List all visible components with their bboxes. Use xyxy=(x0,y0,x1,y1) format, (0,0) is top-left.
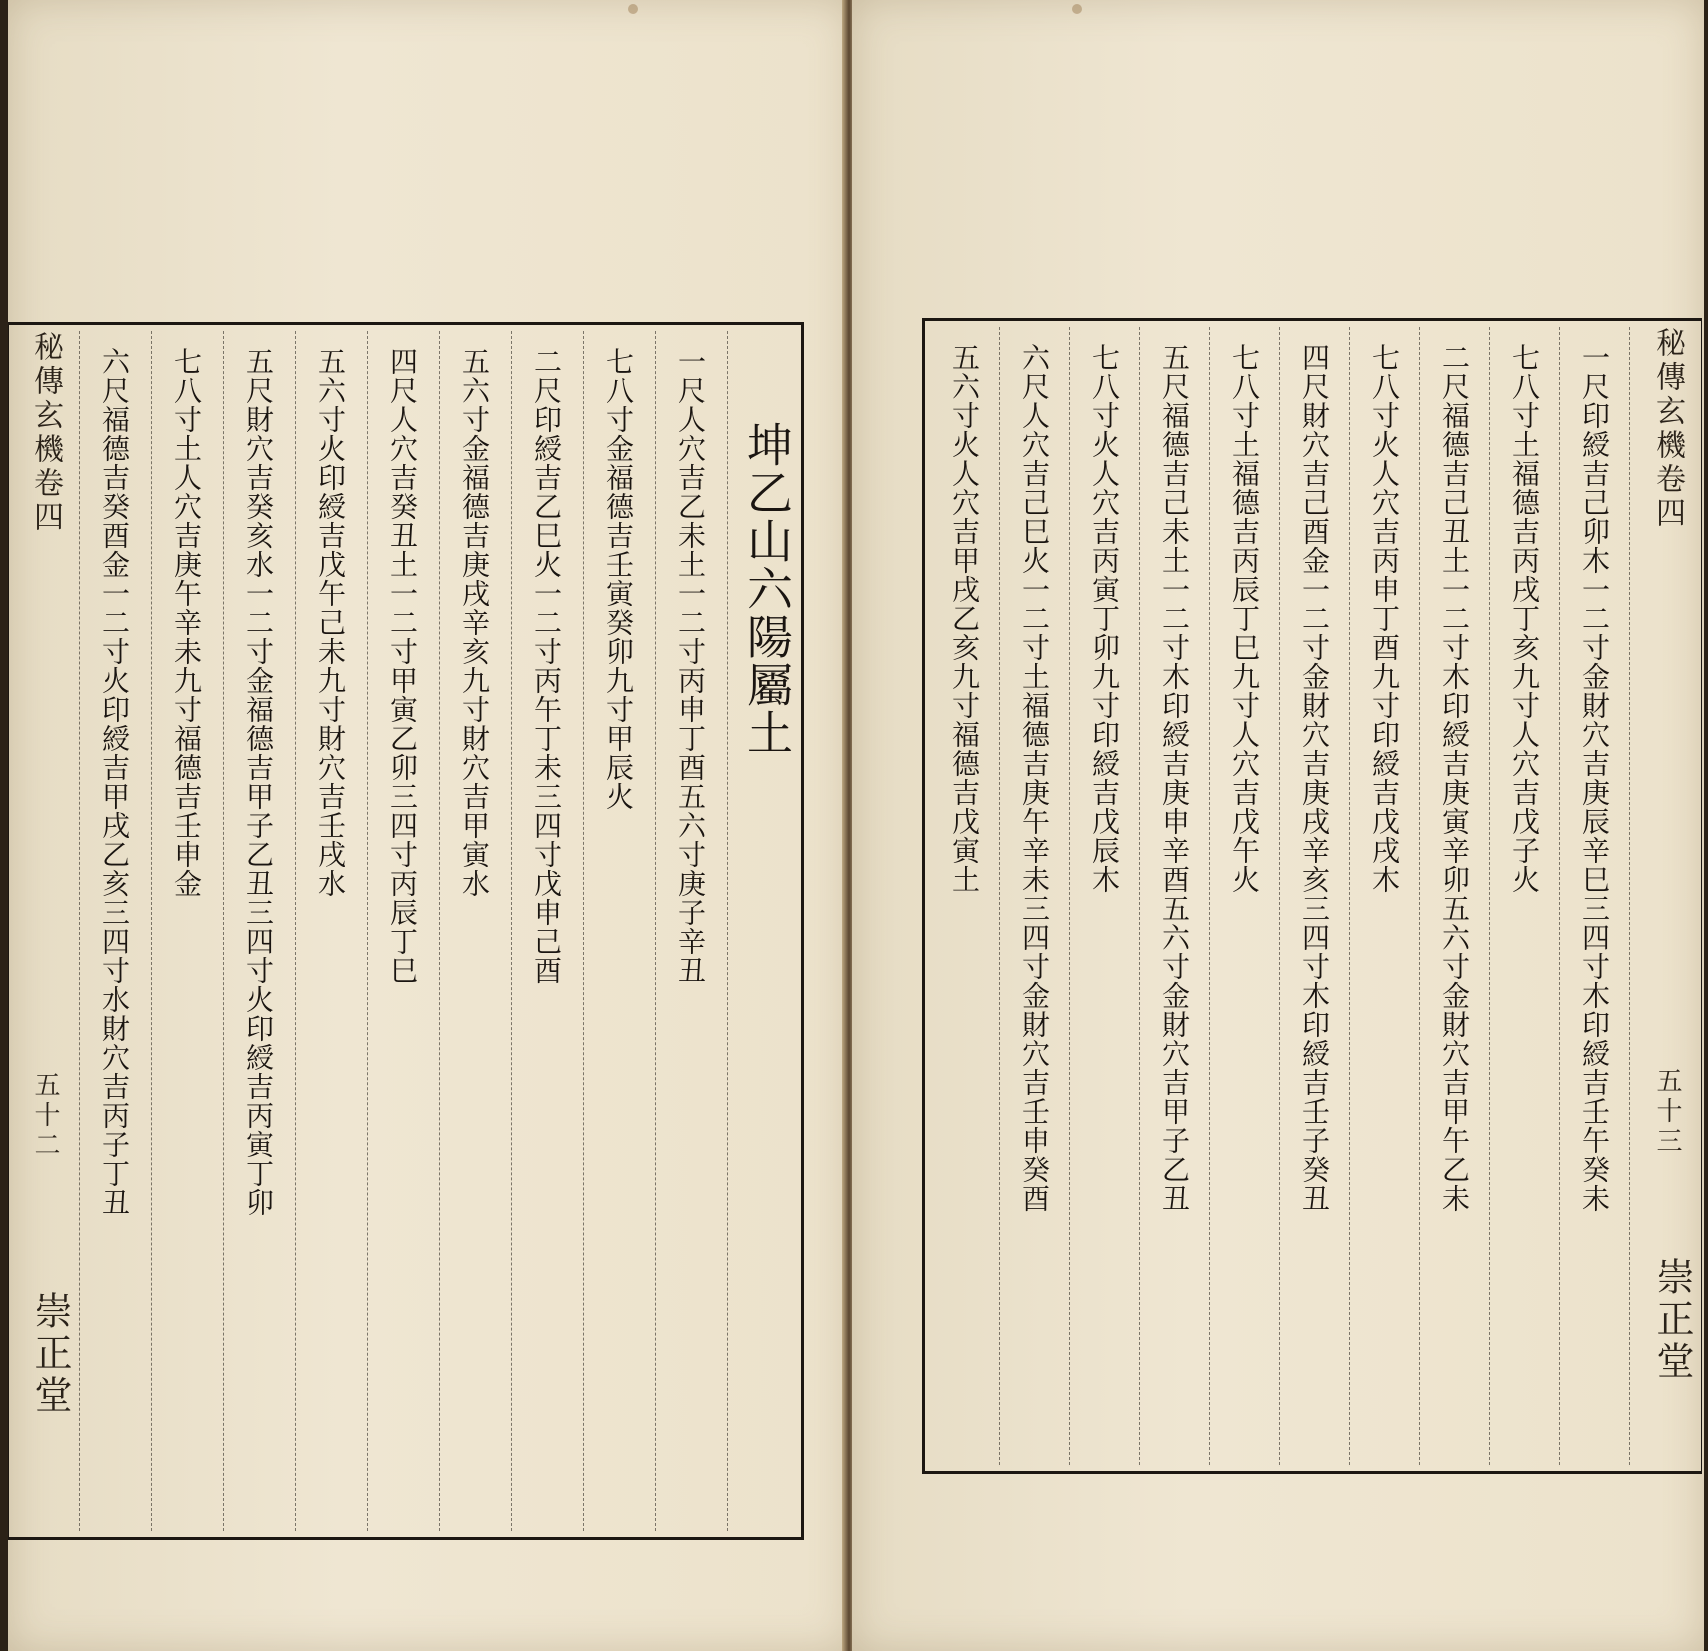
column-text: 七八寸火人穴吉丙申丁酉九寸印綬吉戊戌木 xyxy=(1368,343,1401,894)
paper-stain xyxy=(628,4,638,14)
column-text: 二尺福德吉己丑土一二寸木印綬吉庚寅辛卯五六寸金財穴吉甲午乙未 xyxy=(1438,343,1471,1213)
folio-number: 五十三 xyxy=(1652,1067,1682,1157)
text-column xyxy=(1559,327,1630,1465)
column-text: 一尺印綬吉己卯木一二寸金財穴吉庚辰辛巳三四寸木印綬吉壬午癸未 xyxy=(1578,343,1611,1213)
text-column xyxy=(583,331,656,1531)
column-text: 一尺人穴吉乙未土一二寸丙申丁酉五六寸庚子辛丑 xyxy=(674,347,707,985)
right-text-frame xyxy=(922,318,1702,1474)
margin-title: 秘傳玄機卷四 xyxy=(28,331,63,535)
column-text: 四尺財穴吉己酉金一二寸金財穴吉庚戌辛亥三四寸木印綬吉壬子癸丑 xyxy=(1298,343,1331,1213)
column-text: 七八寸土人穴吉庚午辛未九寸福德吉壬申金 xyxy=(170,347,203,898)
column-text: 四尺人穴吉癸丑土一二寸甲寅乙卯三四寸丙辰丁巳 xyxy=(386,347,419,985)
text-column xyxy=(999,327,1070,1465)
text-column xyxy=(1419,327,1490,1465)
text-column xyxy=(1349,327,1420,1465)
text-column xyxy=(151,331,224,1531)
text-column xyxy=(1489,327,1560,1465)
column-text: 五六寸火印綬吉戊午己未九寸財穴吉壬戌水 xyxy=(314,347,347,898)
text-column xyxy=(929,327,1000,1465)
margin-strip xyxy=(9,331,80,1531)
folio-number: 五十二 xyxy=(30,1071,60,1161)
column-text: 六尺人穴吉己巳火一二寸土福德吉庚午辛未三四寸金財穴吉壬申癸酉 xyxy=(1018,343,1051,1213)
column-text: 七八寸火人穴吉丙寅丁卯九寸印綬吉戊辰木 xyxy=(1088,343,1121,894)
text-column xyxy=(655,331,728,1531)
column-text: 二尺印綬吉乙巳火一二寸丙午丁未三四寸戊申己酉 xyxy=(530,347,563,985)
column-text: 七八寸土福德吉丙辰丁巳九寸人穴吉戊午火 xyxy=(1228,343,1261,894)
text-column xyxy=(223,331,296,1531)
section-heading: 坤乙山六陽屬土 xyxy=(740,421,794,757)
column-text: 五六寸火人穴吉甲戌乙亥九寸福德吉戊寅土 xyxy=(948,343,981,894)
text-column xyxy=(1069,327,1140,1465)
text-column xyxy=(1139,327,1210,1465)
publisher-hall: 崇正堂 xyxy=(28,1291,72,1417)
left-text-frame xyxy=(8,322,804,1540)
right-page xyxy=(852,0,1704,1651)
publisher-hall: 崇正堂 xyxy=(1650,1257,1694,1383)
column-text: 七八寸金福德吉壬寅癸卯九寸甲辰火 xyxy=(602,347,635,811)
text-column xyxy=(1209,327,1280,1465)
text-column xyxy=(295,331,368,1531)
paper-stain xyxy=(1072,4,1082,14)
column-text: 六尺福德吉癸酉金一二寸火印綬吉甲戌乙亥三四寸水財穴吉丙子丁丑 xyxy=(98,347,131,1217)
text-column xyxy=(439,331,512,1531)
text-column xyxy=(1279,327,1350,1465)
column-text: 七八寸土福德吉丙戌丁亥九寸人穴吉戊子火 xyxy=(1508,343,1541,894)
margin-title: 秘傳玄機卷四 xyxy=(1650,327,1685,531)
left-page xyxy=(8,0,850,1651)
column-text: 五尺福德吉己未土一二寸木印綬吉庚申辛酉五六寸金財穴吉甲子乙丑 xyxy=(1158,343,1191,1213)
text-column xyxy=(367,331,440,1531)
margin-strip xyxy=(1629,327,1699,1465)
text-column xyxy=(79,331,152,1531)
heading-column xyxy=(727,331,797,1531)
column-text: 五六寸金福德吉庚戌辛亥九寸財穴吉甲寅水 xyxy=(458,347,491,898)
text-column xyxy=(511,331,584,1531)
column-text: 五尺財穴吉癸亥水一二寸金福德吉甲子乙丑三四寸火印綬吉丙寅丁卯 xyxy=(242,347,275,1217)
